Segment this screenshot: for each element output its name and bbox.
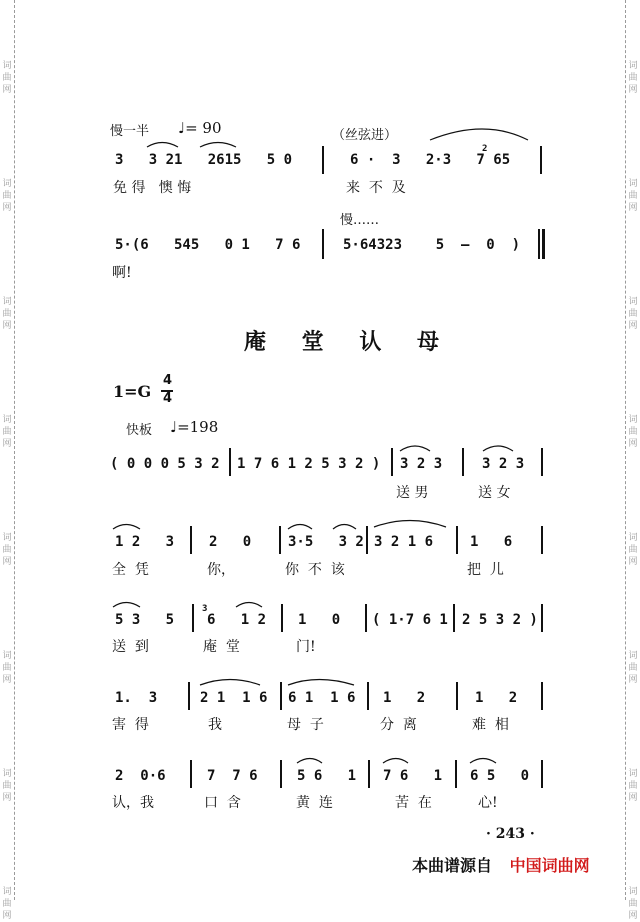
barline [188, 682, 190, 710]
grace-note: 3 [202, 604, 208, 614]
barline [462, 448, 464, 476]
tempo-marking-top: 慢一半 [110, 124, 150, 139]
measure-lyrics: 送 到 [112, 639, 149, 655]
measure-notes: 5 6 1 [297, 768, 357, 784]
metronome-top: ♩= 90 [178, 119, 222, 137]
watermark-glyph-group: 词 曲 网 [628, 61, 638, 95]
watermark-glyph-group: 词 曲 网 [2, 887, 12, 921]
watermark-glyph-group: 词 曲 网 [628, 179, 638, 213]
time-signature-bottom: 4 [163, 391, 173, 406]
barline [365, 604, 367, 632]
annotation-strings-enter: （丝弦进） [332, 128, 398, 143]
lyrics-system1-a: 免 得 懊 悔 [113, 180, 192, 196]
barline [190, 526, 192, 554]
barline [190, 760, 192, 788]
measure-notes: 6 1 2 [207, 612, 267, 628]
measure-lyrics: 全 凭 [112, 562, 149, 578]
measure-lyrics: 门! [296, 639, 316, 655]
measure-notes: ( 0 0 0 5 3 2 [110, 456, 220, 472]
watermark-glyph-group: 词 曲 网 [2, 61, 12, 95]
watermark-glyph-group: 词 曲 网 [628, 533, 638, 567]
watermark-glyph-group: 词 曲 网 [2, 651, 12, 685]
barline [391, 448, 393, 476]
barline [279, 526, 281, 554]
barline [280, 682, 282, 710]
page-number: · 243 · [486, 826, 535, 842]
watermark-glyph-group: 词 曲 网 [628, 651, 638, 685]
measure-notes: 3·5 3 2 [288, 534, 364, 550]
barline [322, 146, 324, 174]
measure-lyrics: 我 [208, 717, 222, 733]
measure-lyrics: 心! [478, 795, 498, 811]
grace-note-top: 2 [482, 144, 488, 154]
barline [281, 604, 283, 632]
final-barline-thick [542, 229, 545, 259]
watermark-glyph-group: 词 曲 网 [2, 179, 12, 213]
barline [322, 229, 324, 259]
measure-notes: 2 0 [209, 534, 252, 550]
key-signature: 1=G [113, 382, 152, 401]
measure-lyrics: 认，我 [112, 795, 154, 811]
measure-notes: 6 5 0 [470, 768, 530, 784]
measure-lyrics: 把 儿 [467, 562, 504, 578]
source-prefix: 本曲谱源自 [412, 856, 493, 875]
measure-lyrics: 黄 连 [296, 795, 333, 811]
measure-notes: 1 2 3 [115, 534, 175, 550]
barline [367, 682, 369, 710]
measure-notes: 1. 3 [115, 690, 158, 706]
notes-system2-b: 5·64323 5 – 0 ) [343, 237, 521, 253]
barline [540, 146, 542, 174]
barline [541, 448, 543, 476]
lyrics-system1-b: 来 不 及 [346, 180, 406, 196]
measure-notes: 3 2 1 6 [374, 534, 434, 550]
measure-lyrics: 送 男 [396, 485, 429, 501]
measure-lyrics: 难 相 [472, 717, 509, 733]
watermark-glyph-group: 词 曲 网 [628, 415, 638, 449]
barline [192, 604, 194, 632]
measure-notes: 5 3 5 [115, 612, 175, 628]
measure-notes: 3 2 3 [482, 456, 525, 472]
watermark-glyph-group: 词 曲 网 [2, 533, 12, 567]
barline [229, 448, 231, 476]
measure-notes: 7 7 6 [207, 768, 258, 784]
measure-notes: 6 1 1 6 [288, 690, 356, 706]
lyrics-system2-a: 啊! [112, 265, 132, 281]
measure-notes: 2 5 3 2 ) [462, 612, 538, 628]
watermark-glyph-group: 词 曲 网 [2, 769, 12, 803]
barline [541, 526, 543, 554]
measure-lyrics: 你 不 该 [285, 562, 345, 578]
measure-notes: 1 6 [470, 534, 513, 550]
barline [366, 526, 368, 554]
final-barline-thin [538, 229, 540, 259]
barline [541, 760, 543, 788]
measure-lyrics: 送 女 [478, 485, 511, 501]
measure-lyrics: 你， [207, 562, 235, 578]
notes-system2-a: 5·(6 545 0 1 7 6 [115, 237, 301, 253]
watermark-glyph-group: 词 曲 网 [628, 297, 638, 331]
song-metronome: ♩=198 [170, 418, 219, 436]
annotation-slow: 慢…… [340, 213, 380, 228]
measure-lyrics: 害 得 [112, 717, 149, 733]
song-tempo: 快板 [126, 423, 153, 438]
measure-lyrics: 苦 在 [395, 795, 432, 811]
time-signature-top: 4 [163, 373, 173, 388]
measure-notes: 1 7 6 1 2 5 3 2 ) [237, 456, 381, 472]
barline [453, 604, 455, 632]
measure-lyrics: 口 含 [204, 795, 241, 811]
measure-notes: 3 2 3 [400, 456, 443, 472]
measure-notes: 1 2 [383, 690, 426, 706]
barline [280, 760, 282, 788]
watermark-glyph-group: 词 曲 网 [628, 769, 638, 803]
measure-notes: 1 0 [298, 612, 341, 628]
barline [456, 682, 458, 710]
barline [541, 682, 543, 710]
watermark-glyph-group: 词 曲 网 [2, 415, 12, 449]
watermark-glyph-group: 词 曲 网 [2, 297, 12, 331]
measure-notes: 2 0·6 [115, 768, 166, 784]
barline [456, 526, 458, 554]
measure-lyrics: 母 子 [287, 717, 324, 733]
measure-notes: ( 1·7 6 1 [372, 612, 448, 628]
measure-notes: 1 2 [475, 690, 518, 706]
measure-lyrics: 庵 堂 [203, 639, 240, 655]
barline [368, 760, 370, 788]
measure-lyrics: 分 离 [380, 717, 417, 733]
notes-system1-b: 6 · 3 2·3 7 65 [350, 152, 511, 168]
barline [541, 604, 543, 632]
barline [455, 760, 457, 788]
source-credit [412, 853, 590, 876]
notes-system1-a: 3 3 21 2615 5 0 [115, 152, 293, 168]
watermark-glyph-group: 词 曲 网 [628, 887, 638, 921]
measure-notes: 2 1 1 6 [200, 690, 268, 706]
song-title: 庵 堂 认 母 [244, 329, 453, 355]
measure-notes: 7 6 1 [383, 768, 443, 784]
source-site-link[interactable]: 中国词曲网 [509, 856, 590, 875]
